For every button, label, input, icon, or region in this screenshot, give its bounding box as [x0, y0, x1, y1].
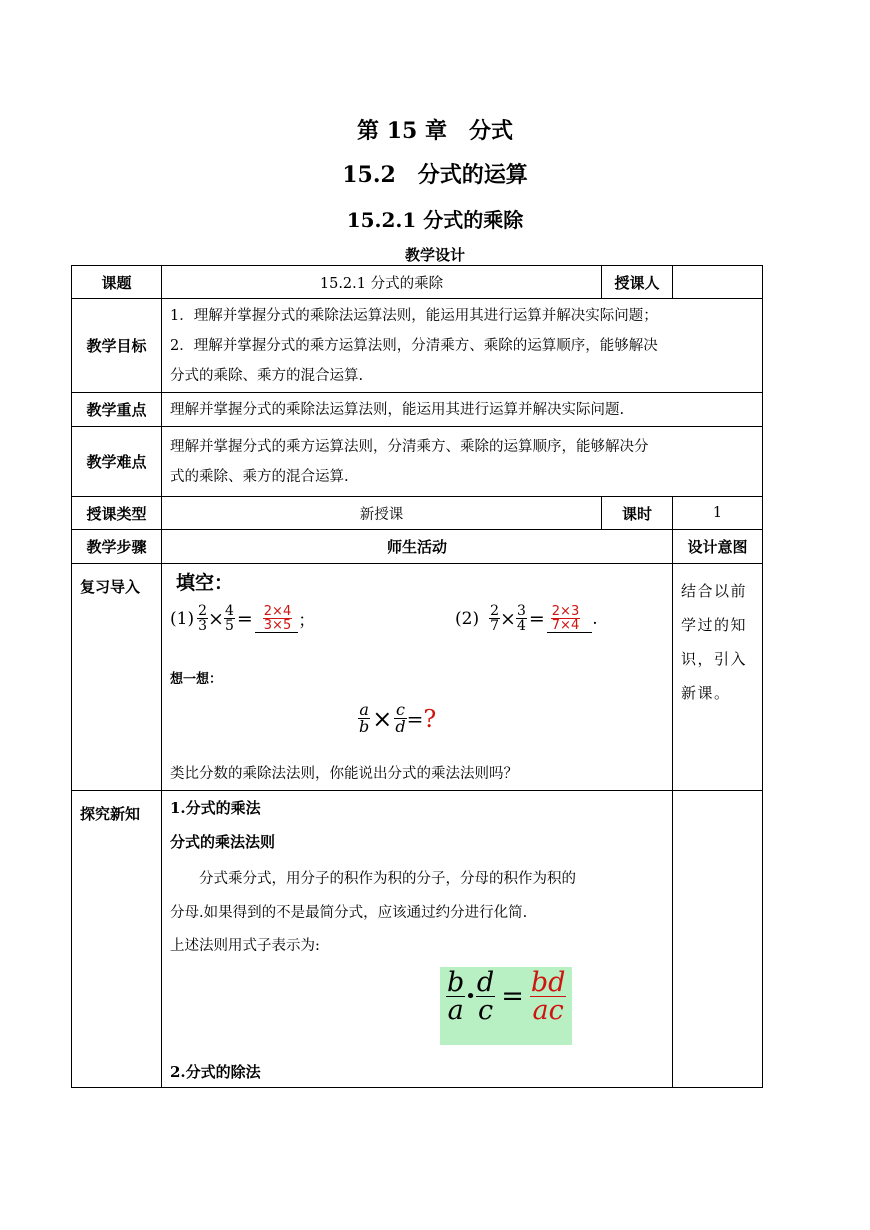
equals-sign: =: [501, 981, 524, 1012]
times-sign: ×: [372, 704, 393, 733]
teacher-label: 授课人: [602, 266, 673, 299]
answer-numerator: 2×4: [263, 603, 292, 619]
problem-2-answer: [551, 605, 580, 632]
result-numerator: bd: [530, 967, 566, 998]
division-heading: 2.分式的除法: [170, 1063, 261, 1081]
key-label: 教学重点: [72, 393, 162, 427]
problem-1-answer: [263, 605, 292, 632]
problem-2-fraction-b: [516, 604, 527, 633]
problem-1-fraction-a: [197, 604, 208, 633]
variable-a: a: [447, 995, 464, 1026]
explore-intent: [673, 791, 763, 1088]
analogy-question: 类比分数的乘除法法则，你能说出分式的乘法法则吗？: [170, 766, 518, 782]
difficulty-label: 教学难点: [72, 427, 162, 497]
equals-sign: =: [406, 706, 424, 731]
problem-2-end: .: [592, 608, 598, 629]
fraction-numerator: 3: [516, 603, 526, 619]
formula-expression: [446, 969, 566, 1024]
multiplication-formula: [440, 967, 572, 1045]
problem-2-answer-blank: [547, 605, 592, 633]
steps-label: 教学步骤: [72, 530, 162, 564]
problem-2-fraction-a: [489, 604, 500, 633]
goal-line-3: 分式的乘除、乘方的混合运算.: [170, 367, 364, 384]
intent-label: 设计意图: [673, 530, 763, 564]
answer-denominator: 7×4: [551, 617, 580, 633]
fraction-c-over-d: [394, 702, 406, 735]
chapter-title: 第 15 章 分式: [357, 118, 513, 144]
doc-type-label: 教学设计: [404, 246, 465, 264]
variable-d: d: [476, 967, 495, 998]
review-label: 复习导入: [72, 564, 162, 791]
difficulty-line-2: 式的乘除、乘方的混合运算.: [170, 468, 349, 485]
hours-label: 课时: [602, 497, 673, 530]
key-value: 理解并掌握分式的乘除法运算法则，能运用其进行运算并解决实际问题.: [162, 393, 763, 427]
fill-in-title: 填空：: [176, 572, 234, 594]
goal-line-2: 2．理解并掌握分式的乘方运算法则，分清乘方、乘除的运算顺序，能够解决: [170, 337, 658, 354]
goal-line-1: 1．理解并掌握分式的乘除法运算法则，能运用其进行运算并解决实际问题；: [170, 307, 658, 324]
equals-sign: =: [528, 607, 545, 630]
activity-label: 师生活动: [162, 530, 673, 564]
goals-label: 教学目标: [72, 299, 162, 393]
multiplication-heading: 1.分式的乘法: [170, 799, 261, 817]
rule-title: 分式的乘法法则: [170, 833, 276, 851]
subsection-title: 15.2.1 分式的乘除: [346, 208, 524, 232]
fraction-denominator: 5: [224, 618, 234, 634]
answer-numerator: 2×3: [551, 603, 580, 619]
fraction-numerator: 2: [198, 603, 208, 619]
topic-label: 课题: [72, 266, 162, 299]
type-label: 授课类型: [72, 497, 162, 530]
problem-2-label: (2): [455, 608, 480, 629]
fraction-a-over-b: [358, 702, 370, 735]
variable-c: c: [396, 700, 405, 719]
section-title: 15.2 分式的运算: [342, 162, 528, 188]
difficulty-cell: [162, 427, 763, 497]
review-intent: 结合以前学过的知识，引入新课。: [673, 564, 763, 791]
rule-expression-intro: 上述法则用式子表示为:: [170, 938, 320, 954]
problem-1-end: ；: [298, 611, 316, 631]
problem-1: [170, 604, 315, 633]
hours-value: 1: [673, 497, 763, 530]
rule-line-1: 分式乘分式，用分子的积作为积的分子，分母的积作为积的: [170, 871, 576, 887]
think-expression: [358, 702, 436, 735]
result-denominator: ac: [532, 995, 564, 1026]
explore-label: 探究新知: [72, 791, 162, 1088]
answer-denominator: 3×5: [263, 617, 292, 633]
variable-d: d: [395, 717, 406, 736]
type-value: 新授课: [162, 497, 602, 530]
fraction-denominator: 4: [516, 618, 526, 634]
think-label: 想一想：: [170, 672, 223, 687]
times-sign: ×: [500, 607, 516, 630]
problem-1-answer-blank: [255, 605, 298, 633]
times-sign: ×: [208, 607, 224, 630]
variable-a: a: [359, 700, 369, 719]
topic-value: 15.2.1 分式的乘除: [162, 266, 602, 299]
teacher-value: [673, 266, 763, 299]
explore-activity-cell: [162, 791, 673, 1088]
difficulty-line-1: 理解并掌握分式的乘方运算法则，分清乘方、乘除的运算顺序，能够解决分: [170, 438, 649, 455]
goals-cell: [162, 299, 763, 393]
variable-b: b: [359, 717, 370, 736]
problem-2: [455, 604, 598, 633]
rule-line-2: 分母.如果得到的不是最简分式，应该通过约分进行化简.: [170, 905, 528, 921]
variable-c: c: [478, 995, 494, 1026]
review-activity-cell: [162, 564, 673, 791]
lesson-plan-table: [71, 265, 763, 1088]
fraction-b-over-a: [446, 969, 465, 1024]
fraction-denominator: 3: [198, 618, 208, 634]
equals-sign: =: [236, 607, 253, 630]
dot-operator: •: [465, 986, 476, 1007]
problem-1-label: (1): [170, 608, 195, 629]
fraction-numerator: 4: [224, 603, 234, 619]
question-mark: ?: [423, 704, 437, 733]
result-fraction: [530, 969, 567, 1024]
fraction-numerator: 2: [490, 603, 500, 619]
problem-1-fraction-b: [224, 604, 235, 633]
variable-b: b: [447, 967, 465, 998]
fraction-denominator: 7: [490, 618, 500, 634]
fraction-d-over-c: [476, 969, 495, 1024]
